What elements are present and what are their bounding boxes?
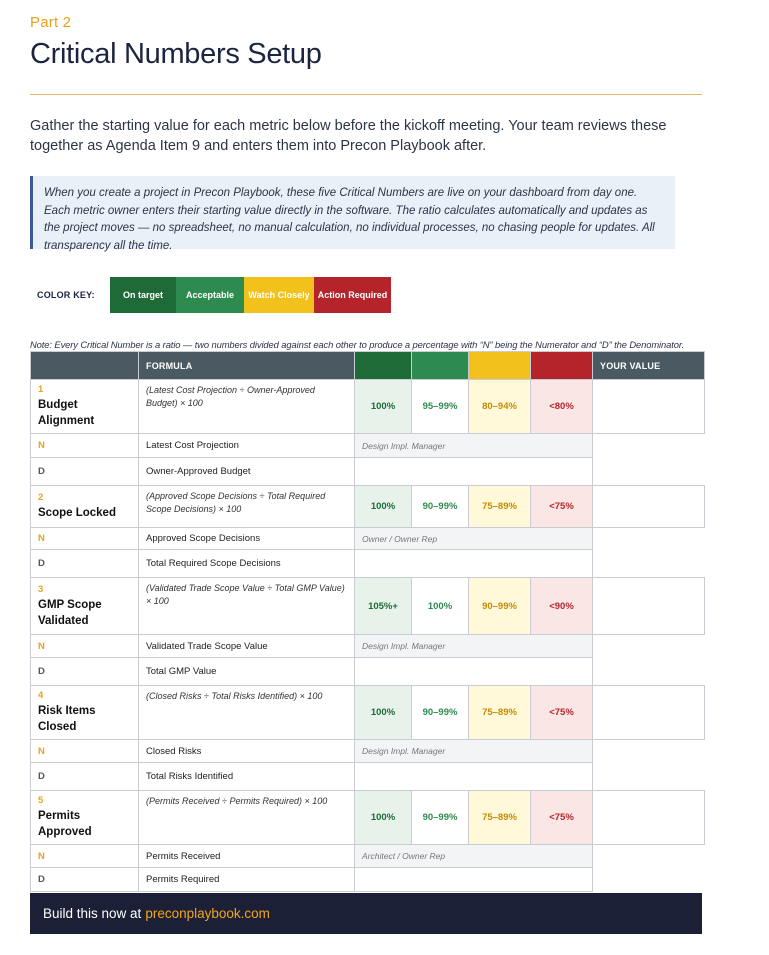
your-value-input[interactable]: [593, 380, 705, 434]
threshold-on-target: 100%: [355, 486, 412, 528]
denominator-text: Permits Required: [139, 868, 355, 892]
numerator-label: N: [31, 740, 139, 763]
metric-formula: (Closed Risks ÷ Total Risks Identified) × 100: [139, 686, 355, 740]
numerator-label: N: [31, 845, 139, 868]
ratio-note: Note: Every Critical Number is a ratio — two numbers divided against each other to produce a percentage with “N” being the Numerator and “D” the Denominator.: [30, 339, 685, 350]
denominator-owner-cell: [355, 550, 593, 578]
numerator-label: N: [31, 635, 139, 658]
info-callout: [30, 176, 675, 252]
metric-name: Risk Items Closed: [38, 705, 96, 733]
metric-number: 3: [38, 583, 44, 595]
numerator-text: Validated Trade Scope Value: [139, 635, 355, 658]
threshold-watch: 80–94%: [469, 380, 531, 434]
numerator-row: [31, 845, 705, 868]
metric-name: GMP Scope Validated: [38, 598, 102, 627]
footer-link[interactable]: preconplaybook.com: [145, 906, 270, 921]
header-your-value: YOUR VALUE: [593, 352, 705, 380]
header-watch: [469, 352, 531, 380]
footer-banner: [30, 893, 702, 934]
numerator-row: [31, 434, 705, 458]
metric-owner: Owner / Owner Rep: [355, 528, 593, 550]
threshold-acceptable: 90–99%: [412, 686, 469, 740]
denominator-owner-cell: [355, 868, 593, 892]
denominator-label: D: [31, 763, 139, 791]
metric-number: 5: [38, 795, 44, 806]
numerator-text: Approved Scope Decisions: [139, 528, 355, 550]
denominator-text: Owner-Approved Budget: [139, 458, 355, 486]
threshold-action: <75%: [531, 686, 593, 740]
header-formula: FORMULA: [139, 352, 355, 380]
title-divider: [30, 94, 702, 95]
denominator-text: Total GMP Value: [139, 658, 355, 686]
metric-name-cell: [31, 486, 139, 528]
color-key: [30, 277, 391, 313]
part-label: Part 2: [30, 14, 72, 31]
metric-number: 1: [38, 384, 44, 395]
numerator-text: Permits Received: [139, 845, 355, 868]
metric-row: [31, 578, 705, 635]
metric-name-cell: [31, 578, 139, 635]
denominator-label: D: [31, 658, 139, 686]
denominator-text: Total Required Scope Decisions: [139, 550, 355, 578]
metric-name: Budget Alignment: [38, 399, 95, 427]
denominator-owner-cell: [355, 763, 593, 791]
intro-paragraph: Gather the starting value for each metric below before the kickoff meeting. Your team reviews these together as Agenda Item 9 and enters them into Precon Playbook after.: [30, 118, 667, 154]
threshold-watch: 75–89%: [469, 791, 531, 845]
key-action-required: Action Required: [314, 277, 391, 313]
threshold-watch: 75–89%: [469, 686, 531, 740]
footer-text: Build this now at: [43, 906, 142, 921]
numerator-text: Latest Cost Projection: [139, 434, 355, 458]
your-value-input[interactable]: [593, 486, 705, 528]
numerator-row: [31, 635, 705, 658]
metric-formula: (Latest Cost Projection ÷ Owner-Approved Budget) × 100: [139, 380, 355, 434]
threshold-on-target: 100%: [355, 686, 412, 740]
threshold-action: <80%: [531, 380, 593, 434]
key-acceptable: Acceptable: [176, 277, 244, 313]
denominator-row: [31, 868, 705, 892]
metric-owner: Design Impl. Manager: [355, 434, 593, 458]
key-watch-closely: Watch Closely: [244, 277, 314, 313]
table-header-row: [31, 352, 705, 380]
metric-formula: (Approved Scope Decisions ÷ Total Required Scope Decisions) × 100: [139, 486, 355, 528]
key-on-target: On target: [110, 277, 176, 313]
header-metric: [31, 352, 139, 380]
threshold-acceptable: 95–99%: [412, 380, 469, 434]
denominator-row: [31, 550, 705, 578]
metric-owner: Architect / Owner Rep: [355, 845, 593, 868]
denominator-text: Total Risks Identified: [139, 763, 355, 791]
numerator-row: [31, 528, 705, 550]
numerator-label: N: [31, 434, 139, 458]
critical-numbers-table: [30, 351, 705, 892]
header-acceptable: [412, 352, 469, 380]
denominator-owner-cell: [355, 658, 593, 686]
threshold-on-target: 100%: [355, 791, 412, 845]
threshold-watch: 90–99%: [469, 578, 531, 635]
metric-number: 2: [38, 492, 44, 503]
threshold-acceptable: 100%: [412, 578, 469, 635]
denominator-row: [31, 763, 705, 791]
header-action: [531, 352, 593, 380]
threshold-acceptable: 90–99%: [412, 486, 469, 528]
metric-name: Permits Approved: [38, 810, 92, 838]
denominator-row: [31, 658, 705, 686]
metric-row: [31, 380, 705, 434]
threshold-watch: 75–89%: [469, 486, 531, 528]
metric-row: [31, 686, 705, 740]
threshold-on-target: 105%+: [355, 578, 412, 635]
metric-formula: (Permits Received ÷ Permits Required) × 100: [139, 791, 355, 845]
your-value-input[interactable]: [593, 686, 705, 740]
numerator-label: N: [31, 528, 139, 550]
metric-name-cell: [31, 791, 139, 845]
denominator-label: D: [31, 550, 139, 578]
numerator-row: [31, 740, 705, 763]
metric-owner: Design Impl. Manager: [355, 740, 593, 763]
your-value-input[interactable]: [593, 791, 705, 845]
metric-row: [31, 486, 705, 528]
metric-row: [31, 791, 705, 845]
denominator-label: D: [31, 868, 139, 892]
your-value-input[interactable]: [593, 578, 705, 635]
numerator-text: Closed Risks: [139, 740, 355, 763]
threshold-action: <90%: [531, 578, 593, 635]
header-on-target: [355, 352, 412, 380]
metric-name-cell: [31, 380, 139, 434]
denominator-label: D: [31, 458, 139, 486]
color-key-label: COLOR KEY:: [37, 290, 95, 300]
callout-text: When you create a project in Precon Playbook, these five Critical Numbers are live on your dashboard from day one. Each metric owner enters their starting value directly in the software. The ratio calculates automatically and updates as the project moves — no spreadsheet, no manual calculation, no individual processes, no chasing people for updates. All transparency all the time.: [44, 187, 655, 252]
threshold-action: <75%: [531, 791, 593, 845]
page-title: Critical Numbers Setup: [30, 38, 322, 70]
denominator-owner-cell: [355, 458, 593, 486]
threshold-acceptable: 90–99%: [412, 791, 469, 845]
denominator-row: [31, 458, 705, 486]
metric-name: Scope Locked: [38, 507, 116, 519]
metric-formula: (Validated Trade Scope Value ÷ Total GMP Value) × 100: [139, 578, 355, 635]
threshold-action: <75%: [531, 486, 593, 528]
metric-owner: Design Impl. Manager: [355, 635, 593, 658]
metric-name-cell: [31, 686, 139, 740]
metric-number: 4: [38, 690, 44, 701]
threshold-on-target: 100%: [355, 380, 412, 434]
